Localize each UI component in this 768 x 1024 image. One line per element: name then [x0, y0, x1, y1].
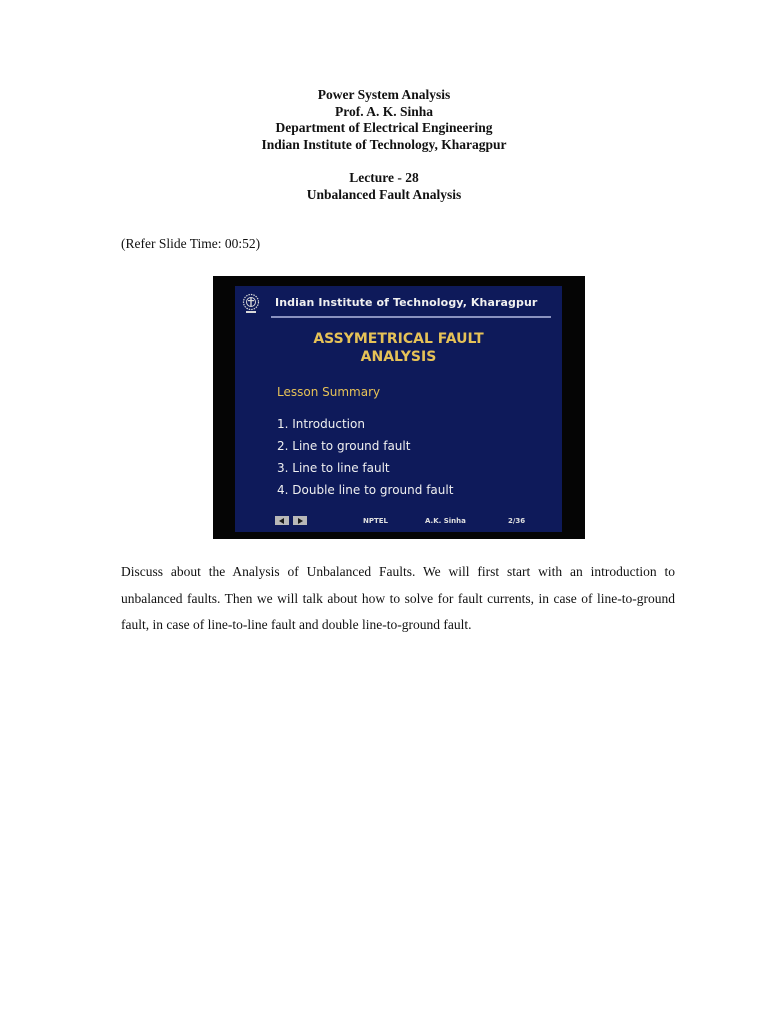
list-item: 3. Line to line fault	[277, 461, 390, 475]
transcript-paragraph: Discuss about the Analysis of Unbalanced Faults. We will first start with an introduction to unbalanced faults. Then we will talk about how to solve for fault currents, in case of line-to-ground fault, in case of line-to-line fault and double line-to-ground fault.	[121, 564, 675, 632]
triangle-right-icon	[297, 518, 303, 524]
refer-slide-time: (Refer Slide Time: 00:52)	[121, 236, 261, 251]
slide-nav	[275, 516, 307, 526]
slide-footer-nptel: NPTEL	[363, 517, 389, 525]
list-item: 4. Double line to ground fault	[277, 483, 454, 497]
lesson-summary-heading: Lesson Summary	[277, 385, 381, 399]
slide-title	[235, 330, 562, 366]
slide-footer-author: A.K. Sinha	[425, 517, 466, 525]
slide-institute-title: Indian Institute of Technology, Kharagpur	[275, 296, 538, 309]
prev-slide-button[interactable]	[275, 516, 289, 525]
institute-name: Indian Institute of Technology, Kharagpur	[261, 136, 507, 152]
professor-name: Prof. A. K. Sinha	[334, 103, 434, 119]
slide-image	[213, 276, 585, 539]
department-name: Department of Electrical Engineering	[275, 120, 493, 135]
list-item: 1. Introduction	[277, 417, 365, 431]
course-title: Power System Analysis	[317, 87, 451, 102]
slide-divider	[271, 316, 551, 318]
slide-title-line-1: ASSYMETRICAL FAULT	[313, 331, 484, 347]
list-item: 2. Line to ground fault	[277, 439, 411, 453]
slide-title-line-2: ANALYSIS	[360, 349, 437, 365]
lesson-list	[277, 413, 453, 501]
lecture-number: Lecture - 28	[349, 170, 419, 185]
iit-logo-icon	[242, 292, 260, 316]
document-header	[0, 87, 768, 203]
triangle-left-icon	[279, 518, 285, 524]
next-slide-button[interactable]	[293, 516, 307, 525]
slide-footer-page: 2/36	[508, 517, 526, 525]
lecture-topic: Unbalanced Fault Analysis	[306, 186, 462, 202]
slide-content	[235, 286, 562, 532]
header-gap	[0, 153, 768, 170]
